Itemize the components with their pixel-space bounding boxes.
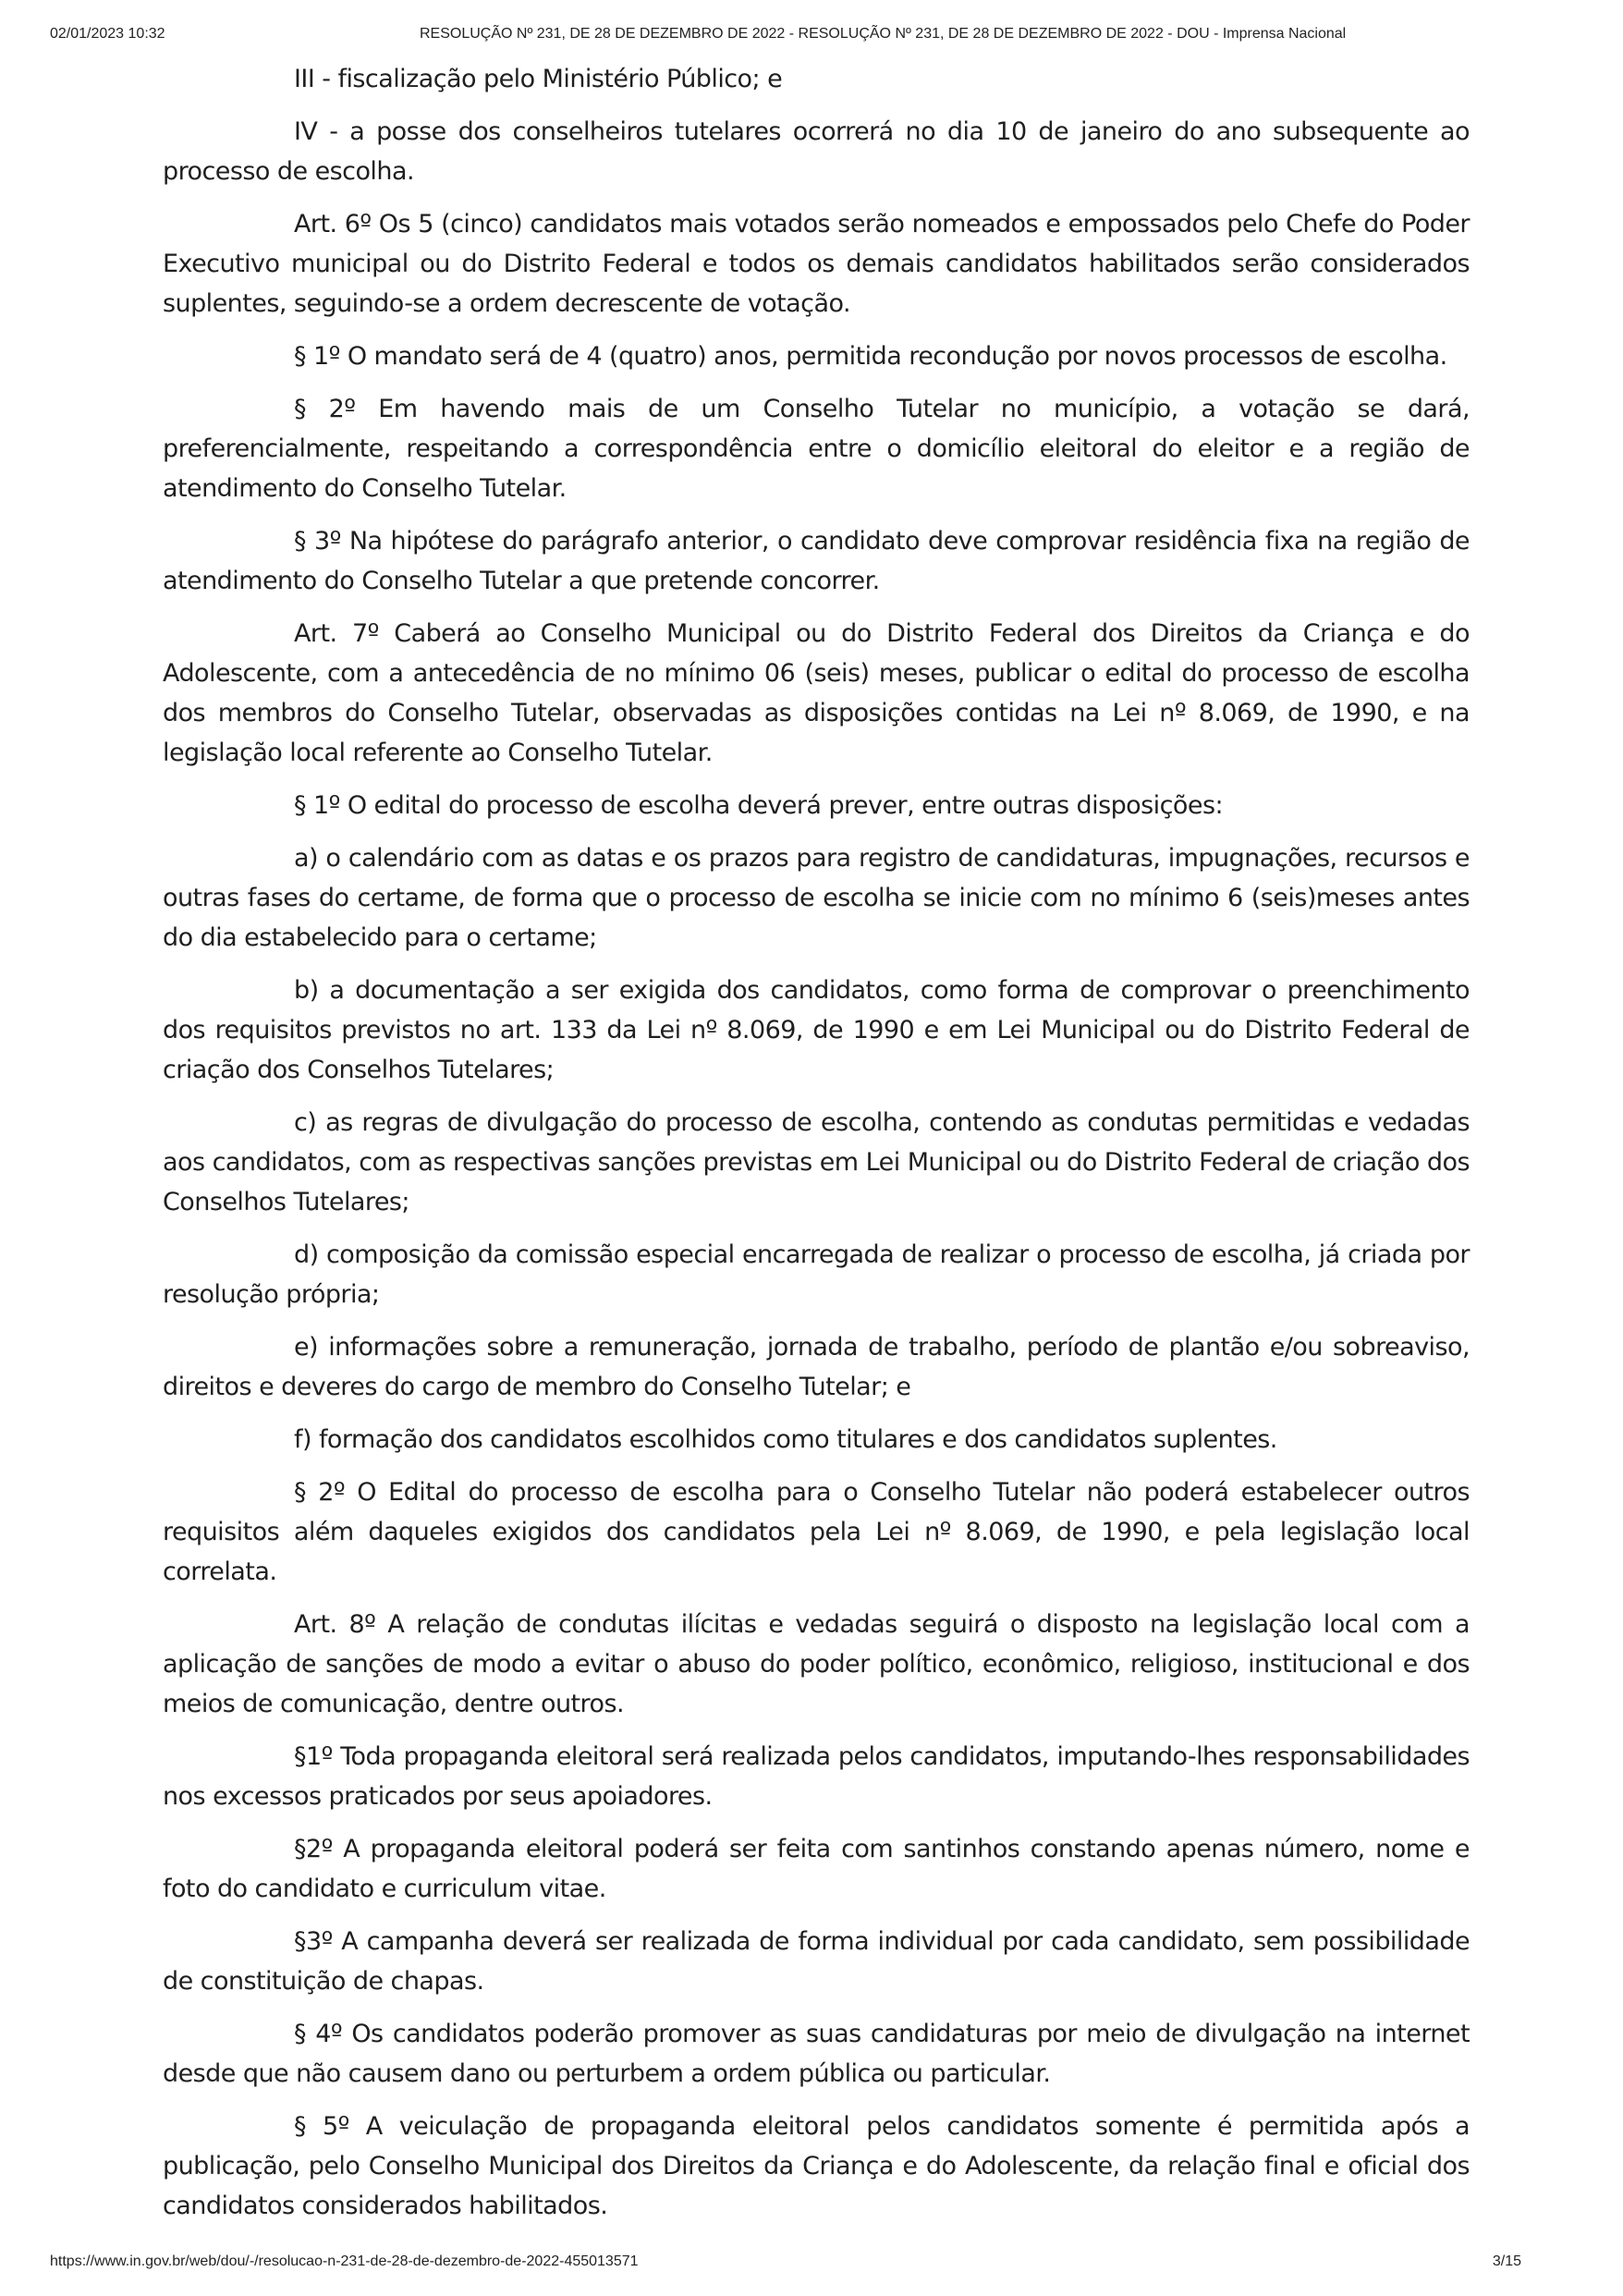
paragraph: c) as regras de divulgação do processo de escolha, contendo as condutas permitidas e vedadas aos candidatos, com as respectivas sanções previstas em Lei Municipal ou do Distrito Federal de criação dos Conselhos Tutelares;	[163, 1108, 1470, 1216]
print-page-title: RESOLUÇÃO Nº 231, DE 28 DE DEZEMBRO DE 2022 - RESOLUÇÃO Nº 231, DE 28 DE DEZEMBRO DE 2022 - DOU - Imprensa Nacional	[420, 26, 1347, 42]
document-body	[163, 59, 1470, 2239]
paragraph: §2º A propaganda eleitoral poderá ser feita com santinhos constando apenas número, nome e foto do candidato e curriculum vitae.	[163, 1835, 1470, 1903]
print-header	[50, 26, 1573, 48]
paragraph: Art. 6º Os 5 (cinco) candidatos mais votados serão nomeados e empossados pelo Chefe do Poder Executivo municipal ou do Distrito Federal e todos os demais candidatos habilitados serão considerados suplentes, seguindo-se a ordem decrescente de votação.	[163, 210, 1470, 318]
paragraph: §1º Toda propaganda eleitoral será realizada pelos candidatos, imputando-lhes responsabilidades nos excessos praticados por seus apoiadores.	[163, 1742, 1470, 1811]
paragraph: Art. 8º A relação de condutas ilícitas e vedadas seguirá o disposto na legislação local com a aplicação de sanções de modo a evitar o abuso do poder político, econômico, religioso, institucional e dos meios de comunicação, dentre outros.	[163, 1610, 1470, 1718]
print-datetime: 02/01/2023 10:32	[50, 26, 165, 42]
paragraph: Art. 7º Caberá ao Conselho Municipal ou do Distrito Federal dos Direitos da Criança e do Adolescente, com a antecedência de no mínimo 06 (seis) meses, publicar o edital do processo de escolha dos membros do Conselho Tutelar, observadas as disposições contidas na Lei nº 8.069, de 1990, e na legislação local referente ao Conselho Tutelar.	[163, 619, 1470, 767]
paragraph: §3º A campanha deverá ser realizada de forma individual por cada candidato, sem possibilidade de constituição de chapas.	[163, 1927, 1470, 1996]
paragraph: e) informações sobre a remuneração, jornada de trabalho, período de plantão e/ou sobreaviso, direitos e deveres do cargo de membro do Conselho Tutelar; e	[163, 1333, 1470, 1401]
paragraph: f) formação dos candidatos escolhidos como titulares e dos candidatos suplentes.	[294, 1425, 1277, 1454]
paragraph: § 1º O mandato será de 4 (quatro) anos, permitida recondução por novos processos de escolha.	[294, 342, 1447, 371]
page-number: 3/15	[1492, 2253, 1521, 2269]
paragraph: a) o calendário com as datas e os prazos para registro de candidaturas, impugnações, recursos e outras fases do certame, de forma que o processo de escolha se inicie com no mínimo 6 (seis)meses antes do dia estabelecido para o certame;	[163, 844, 1470, 952]
print-footer	[50, 2253, 1521, 2276]
paragraph: d) composição da comissão especial encarregada de realizar o processo de escolha, já criada por resolução própria;	[163, 1240, 1470, 1309]
paragraph: b) a documentação a ser exigida dos candidatos, como forma de comprovar o preenchimento dos requisitos previstos no art. 133 da Lei nº 8.069, de 1990 e em Lei Municipal ou do Distrito Federal de criação dos Conselhos Tutelares;	[163, 976, 1470, 1084]
paragraph: § 1º O edital do processo de escolha deverá prever, entre outras disposições:	[294, 791, 1224, 820]
paragraph: § 2º Em havendo mais de um Conselho Tutelar no município, a votação se dará, preferencialmente, respeitando a correspondência entre o domicílio eleitoral do eleitor e a região de atendimento do Conselho Tutelar.	[163, 395, 1470, 503]
paragraph: III - fiscalização pelo Ministério Público; e	[294, 65, 783, 93]
paragraph: § 3º Na hipótese do parágrafo anterior, o candidato deve comprovar residência fixa na região de atendimento do Conselho Tutelar a que pretende concorrer.	[163, 527, 1470, 595]
print-url: https://www.in.gov.br/web/dou/-/resolucao-n-231-de-28-de-dezembro-de-2022-455013571	[50, 2253, 639, 2269]
paragraph: IV - a posse dos conselheiros tutelares ocorrerá no dia 10 de janeiro do ano subsequente ao processo de escolha.	[163, 117, 1470, 186]
paragraph: § 5º A veiculação de propaganda eleitoral pelos candidatos somente é permitida após a publicação, pelo Conselho Municipal dos Direitos da Criança e do Adolescente, da relação final e oficial dos candidatos considerados habilitados.	[163, 2112, 1470, 2220]
paragraph: § 2º O Edital do processo de escolha para o Conselho Tutelar não poderá estabelecer outros requisitos além daqueles exigidos dos candidatos pela Lei nº 8.069, de 1990, e pela legislação local correlata.	[163, 1478, 1470, 1586]
paragraph: § 4º Os candidatos poderão promover as suas candidaturas por meio de divulgação na internet desde que não causem dano ou perturbem a ordem pública ou particular.	[163, 2020, 1470, 2088]
